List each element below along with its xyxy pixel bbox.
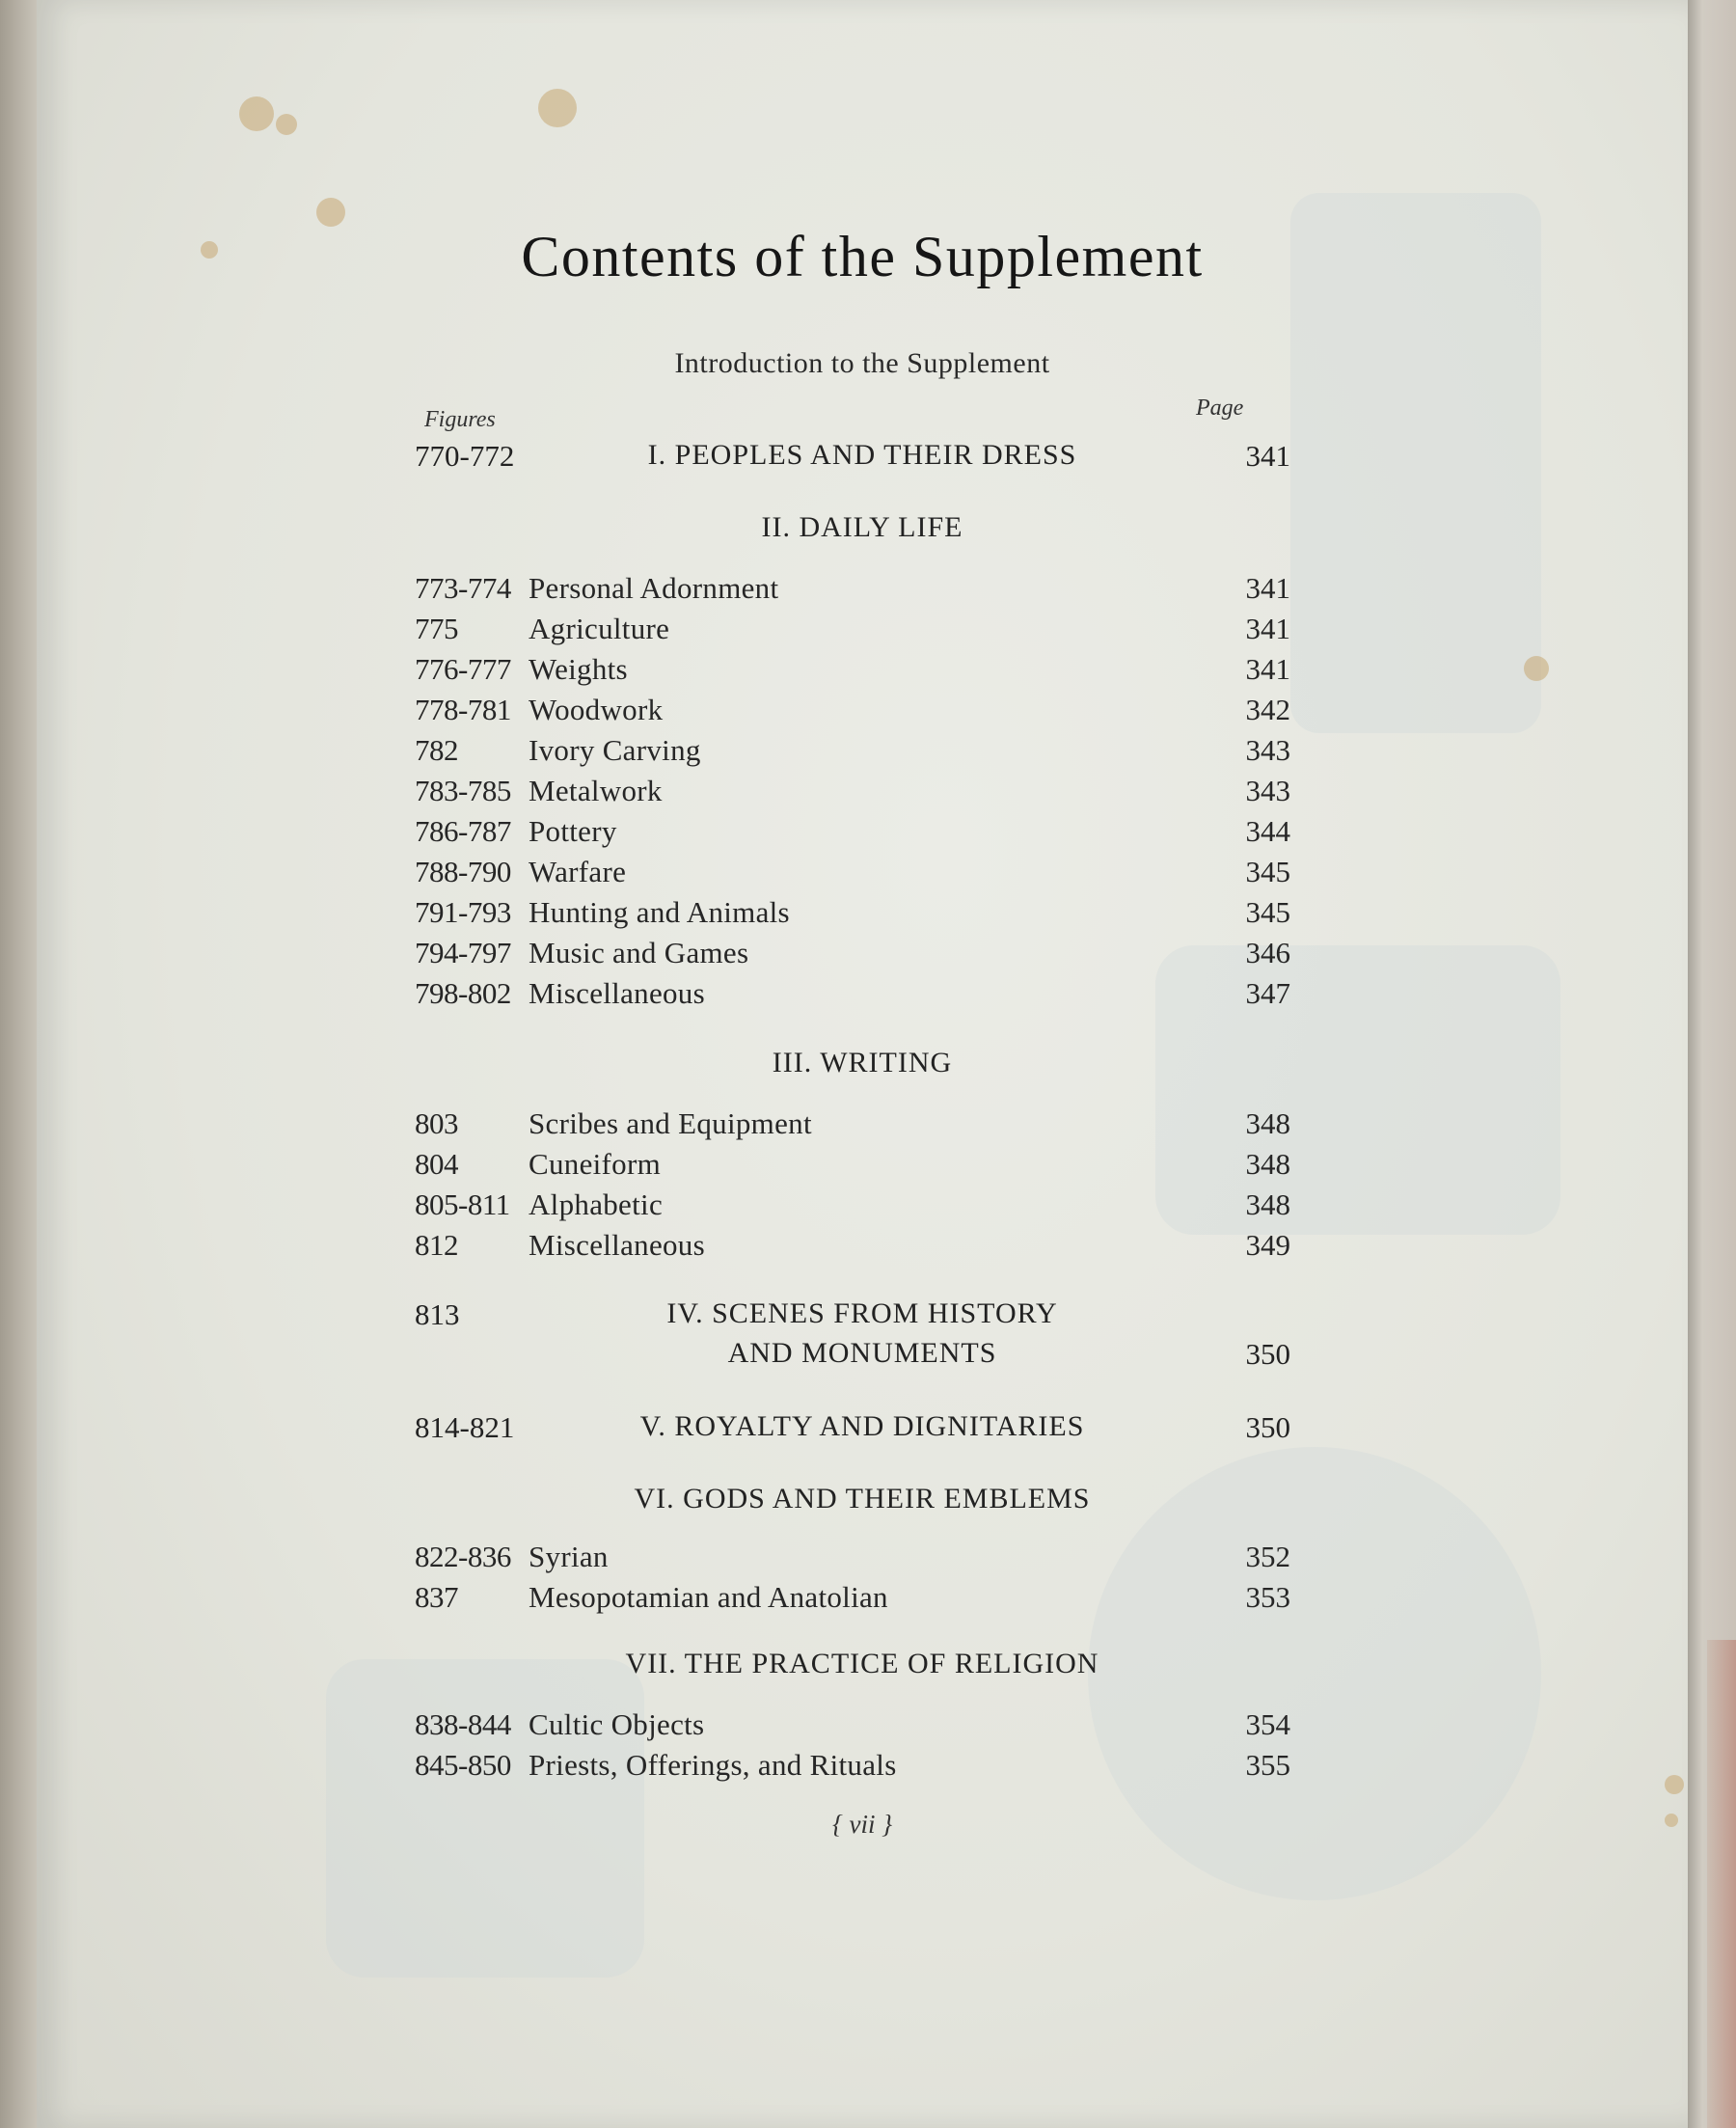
entry-figures: 837 bbox=[415, 1580, 458, 1614]
page-number: { vii } bbox=[831, 1810, 893, 1839]
section-5-title: V. ROYALTY AND DIGNITARIES bbox=[639, 1410, 1085, 1442]
toc-entry bbox=[37, 855, 1688, 897]
entry-figures: 798-802 bbox=[415, 976, 511, 1010]
entry-page: 352 bbox=[1245, 1540, 1290, 1573]
section-4-figures: 813 bbox=[415, 1297, 460, 1331]
toc-entry bbox=[37, 814, 1688, 857]
entry-page: 347 bbox=[1245, 976, 1290, 1010]
entry-label: Scribes and Equipment bbox=[529, 1106, 812, 1140]
section-6-heading: VI. GODS AND THEIR EMBLEMS bbox=[634, 1483, 1091, 1514]
entry-figures: 794-797 bbox=[415, 936, 511, 969]
entry-figures: 776-777 bbox=[415, 652, 511, 686]
entry-label: Miscellaneous bbox=[529, 976, 705, 1010]
entry-label: Alphabetic bbox=[529, 1187, 664, 1221]
entry-label: Pottery bbox=[529, 814, 617, 848]
entry-label: Mesopotamian and Anatolian bbox=[529, 1580, 888, 1614]
entry-label: Miscellaneous bbox=[529, 1228, 705, 1262]
entry-page: 348 bbox=[1245, 1147, 1290, 1181]
entry-figures: 778-781 bbox=[415, 693, 511, 726]
entry-label: Ivory Carving bbox=[529, 733, 701, 767]
book-page bbox=[37, 0, 1688, 2128]
entry-page: 342 bbox=[1245, 693, 1290, 726]
foxing-spot bbox=[239, 96, 274, 131]
toc-entry bbox=[37, 976, 1688, 1019]
entry-figures: 783-785 bbox=[415, 774, 511, 807]
entry-figures: 838-844 bbox=[415, 1707, 511, 1741]
entry-label: Cuneiform bbox=[529, 1147, 662, 1181]
entry-page: 345 bbox=[1245, 895, 1290, 929]
entry-page: 355 bbox=[1245, 1748, 1290, 1782]
section-4-title-line1: IV. SCENES FROM HISTORY bbox=[666, 1297, 1058, 1329]
entry-label: Priests, Offerings, and Rituals bbox=[529, 1748, 897, 1782]
page-column-heading: Page bbox=[1196, 396, 1244, 421]
entry-page: 349 bbox=[1245, 1228, 1290, 1262]
section-1-page: 341 bbox=[1245, 439, 1290, 473]
entry-label: Agriculture bbox=[529, 612, 670, 645]
section-2-heading: II. DAILY LIFE bbox=[761, 511, 963, 543]
figures-column-heading: Figures bbox=[424, 407, 496, 432]
entry-label: Personal Adornment bbox=[529, 571, 779, 605]
entry-figures: 773-774 bbox=[415, 571, 511, 605]
entry-figures: 786-787 bbox=[415, 814, 511, 848]
entry-page: 341 bbox=[1245, 571, 1290, 605]
toc-entry bbox=[37, 1707, 1688, 1750]
entry-figures: 805-811 bbox=[415, 1187, 510, 1221]
toc-entry bbox=[37, 774, 1688, 816]
entry-page: 341 bbox=[1245, 652, 1290, 686]
entry-page: 341 bbox=[1245, 612, 1290, 645]
entry-page: 343 bbox=[1245, 774, 1290, 807]
entry-label: Syrian bbox=[529, 1540, 609, 1573]
entry-page: 346 bbox=[1245, 936, 1290, 969]
entry-figures: 782 bbox=[415, 733, 458, 767]
entry-figures: 791-793 bbox=[415, 895, 511, 929]
entry-label: Weights bbox=[529, 652, 628, 686]
toc-entry bbox=[37, 733, 1688, 776]
section-4-page: 350 bbox=[1245, 1337, 1290, 1371]
introduction-entry: Introduction to the Supplement bbox=[674, 347, 1050, 379]
toc-entry bbox=[37, 1228, 1688, 1270]
section-1-figures: 770-772 bbox=[415, 439, 515, 473]
section-3-heading: III. WRITING bbox=[772, 1047, 953, 1078]
entry-page: 348 bbox=[1245, 1106, 1290, 1140]
entry-label: Metalwork bbox=[529, 774, 663, 807]
entry-label: Hunting and Animals bbox=[529, 895, 790, 929]
section-7-heading: VII. THE PRACTICE OF RELIGION bbox=[625, 1648, 1099, 1679]
page-title: Contents of the Supplement bbox=[521, 225, 1204, 288]
cover-edge bbox=[1707, 1640, 1736, 2128]
section-5-page: 350 bbox=[1245, 1410, 1290, 1444]
section-4-title-line2: AND MONUMENTS bbox=[727, 1337, 997, 1369]
entry-page: 354 bbox=[1245, 1707, 1290, 1741]
toc-entry bbox=[37, 936, 1688, 978]
entry-figures: 803 bbox=[415, 1106, 458, 1140]
entry-label: Woodwork bbox=[529, 693, 664, 726]
toc-entry bbox=[37, 1748, 1688, 1790]
foxing-spot bbox=[538, 89, 577, 127]
entry-figures: 812 bbox=[415, 1228, 458, 1262]
entry-page: 345 bbox=[1245, 855, 1290, 888]
entry-label: Cultic Objects bbox=[529, 1707, 705, 1741]
toc-entry bbox=[37, 1106, 1688, 1149]
entry-label: Warfare bbox=[529, 855, 627, 888]
entry-figures: 775 bbox=[415, 612, 458, 645]
entry-figures: 845-850 bbox=[415, 1748, 511, 1782]
toc-entry bbox=[37, 895, 1688, 938]
entry-page: 348 bbox=[1245, 1187, 1290, 1221]
entry-page: 344 bbox=[1245, 814, 1290, 848]
toc-entry bbox=[37, 612, 1688, 654]
entry-figures: 788-790 bbox=[415, 855, 511, 888]
toc-entry bbox=[37, 1540, 1688, 1582]
entry-figures: 822-836 bbox=[415, 1540, 511, 1573]
entry-label: Music and Games bbox=[529, 936, 749, 969]
toc-entry bbox=[37, 571, 1688, 614]
toc-entry bbox=[37, 1580, 1688, 1623]
toc-entry bbox=[37, 1147, 1688, 1189]
entry-figures: 804 bbox=[415, 1147, 458, 1181]
section-1-title: I. PEOPLES AND THEIR DRESS bbox=[647, 439, 1077, 471]
section-5-figures: 814-821 bbox=[415, 1410, 515, 1444]
foxing-spot bbox=[276, 114, 297, 135]
entry-page: 353 bbox=[1245, 1580, 1290, 1614]
entry-page: 343 bbox=[1245, 733, 1290, 767]
toc-entry bbox=[37, 1187, 1688, 1230]
toc-entry bbox=[37, 652, 1688, 695]
toc-entry bbox=[37, 693, 1688, 735]
foxing-spot bbox=[316, 198, 345, 227]
